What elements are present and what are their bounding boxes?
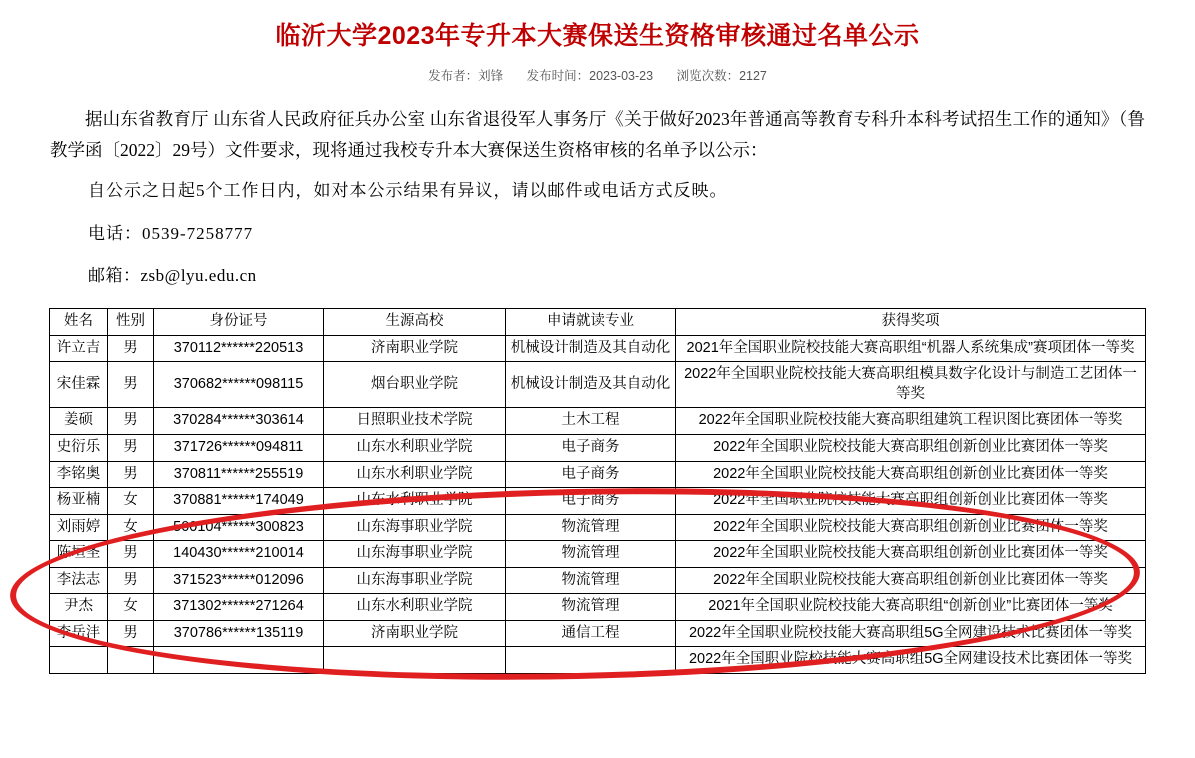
table-row [50,488,1146,515]
intro-paragraph [50,104,1145,165]
cell-award: 2022年全国职业院校技能大赛高职组建筑工程识图比赛团体一等奖 [676,408,1146,435]
cell-id: 140430******210014 [154,541,324,568]
cell-name: 刘雨婷 [50,514,108,541]
page-title: 临沂大学2023年专升本大赛保送生资格审核通过名单公示 [275,22,920,50]
cell-school: 山东水利职业学院 [324,434,506,461]
cell-school [324,647,506,674]
cell-sex: 男 [108,620,154,647]
cell-id: 371726******094811 [154,434,324,461]
cell-name [50,647,108,674]
cell-major: 物流管理 [506,594,676,621]
cell-major: 电子商务 [506,488,676,515]
cell-sex: 男 [108,335,154,362]
cell-major: 通信工程 [506,620,676,647]
cell-id: 370881******174049 [154,488,324,515]
publisher: 发布者：刘锋 [428,69,504,83]
col-header-id: 身份证号 [154,309,324,336]
cell-id: 370112******220513 [154,335,324,362]
cell-name: 宋佳霖 [50,362,108,408]
cell-school: 日照职业技术学院 [324,408,506,435]
cell-award: 2022年全国职业院校技能大赛高职组创新创业比赛团体一等奖 [676,488,1146,515]
cell-award: 2021年全国职业院校技能大赛高职组“机器人系统集成”赛项团体一等奖 [676,335,1146,362]
col-header-name: 姓名 [50,309,108,336]
col-header-school: 生源高校 [324,309,506,336]
table-row [50,594,1146,621]
cell-sex: 男 [108,541,154,568]
cell-name: 李铭奥 [50,461,108,488]
cell-id [154,647,324,674]
cell-school: 济南职业学院 [324,620,506,647]
cell-name: 李岳沣 [50,620,108,647]
cell-sex: 男 [108,461,154,488]
cell-id: 371302******271264 [154,594,324,621]
cell-sex [108,647,154,674]
cell-name: 尹杰 [50,594,108,621]
cell-major: 物流管理 [506,541,676,568]
cell-name: 许立吉 [50,335,108,362]
cell-id: 370811******255519 [154,461,324,488]
col-header-sex: 性别 [108,309,154,336]
cell-school: 山东海事职业学院 [324,514,506,541]
notice-line: 自公示之日起5个工作日内，如对本公示结果有异议，请以邮件或电话方式反映。 [88,181,728,201]
name-list-table [49,308,1146,674]
cell-name: 杨亚楠 [50,488,108,515]
cell-sex: 女 [108,594,154,621]
cell-sex: 男 [108,567,154,594]
table-row [50,461,1146,488]
cell-id: 371523******012096 [154,567,324,594]
table-row [50,362,1146,408]
phone-line: 电话：0539-7258777 [88,223,254,243]
table-row [50,567,1146,594]
cell-award: 2022年全国职业院校技能大赛高职组创新创业比赛团体一等奖 [676,514,1146,541]
cell-school: 烟台职业学院 [324,362,506,408]
table-row [50,335,1146,362]
article-meta [0,66,1195,84]
cell-major: 物流管理 [506,514,676,541]
cell-id: 370284******303614 [154,408,324,435]
cell-school: 山东水利职业学院 [324,594,506,621]
cell-school: 山东水利职业学院 [324,461,506,488]
cell-award: 2021年全国职业院校技能大赛高职组“创新创业”比赛团体一等奖 [676,594,1146,621]
cell-sex: 女 [108,514,154,541]
cell-award: 2022年全国职业院校技能大赛高职组5G全网建设技术比赛团体一等奖 [676,647,1146,674]
cell-major: 机械设计制造及其自动化 [506,362,676,408]
cell-sex: 女 [108,488,154,515]
cell-school: 山东海事职业学院 [324,541,506,568]
intro-paragraph-text: 据山东省教育厅 山东省人民政府征兵办公室 山东省退役军人事务厅《关于做好2023年普通高等教育专科升本科考试招生工作的通知》（鲁教学函〔2022〕29号）文件要求，现将通过我校专升本大赛保送生资格审核的名单予以公示： [50,109,1145,160]
table-header-row [50,309,1146,336]
table-row [50,620,1146,647]
cell-major: 机械设计制造及其自动化 [506,335,676,362]
cell-major: 物流管理 [506,567,676,594]
table-row [50,647,1146,674]
cell-award: 2022年全国职业院校技能大赛高职组模具数字化设计与制造工艺团体一等奖 [676,362,1146,408]
table-row [50,514,1146,541]
cell-name: 李法志 [50,567,108,594]
col-header-major: 申请就读专业 [506,309,676,336]
cell-school: 山东水利职业学院 [324,488,506,515]
col-header-award: 获得奖项 [676,309,1146,336]
table-row [50,434,1146,461]
cell-name: 姜硕 [50,408,108,435]
table-row [50,541,1146,568]
publish-time: 发布时间：2023-03-23 [526,69,654,83]
cell-id: 370682******098115 [154,362,324,408]
cell-major: 土木工程 [506,408,676,435]
cell-name: 史衍乐 [50,434,108,461]
cell-id: 500104******300823 [154,514,324,541]
cell-award: 2022年全国职业院校技能大赛高职组创新创业比赛团体一等奖 [676,567,1146,594]
cell-sex: 男 [108,434,154,461]
cell-school: 山东海事职业学院 [324,567,506,594]
cell-major [506,647,676,674]
cell-major: 电子商务 [506,461,676,488]
cell-school: 济南职业学院 [324,335,506,362]
cell-major: 电子商务 [506,434,676,461]
cell-name: 陈垣圣 [50,541,108,568]
cell-sex: 男 [108,362,154,408]
cell-award: 2022年全国职业院校技能大赛高职组创新创业比赛团体一等奖 [676,541,1146,568]
cell-id: 370786******135119 [154,620,324,647]
view-count: 浏览次数：2127 [676,69,767,83]
cell-award: 2022年全国职业院校技能大赛高职组创新创业比赛团体一等奖 [676,461,1146,488]
cell-sex: 男 [108,408,154,435]
email-line: 邮箱：zsb@lyu.edu.cn [88,265,257,285]
cell-award: 2022年全国职业院校技能大赛高职组5G全网建设技术比赛团体一等奖 [676,620,1146,647]
table-row [50,408,1146,435]
cell-award: 2022年全国职业院校技能大赛高职组创新创业比赛团体一等奖 [676,434,1146,461]
